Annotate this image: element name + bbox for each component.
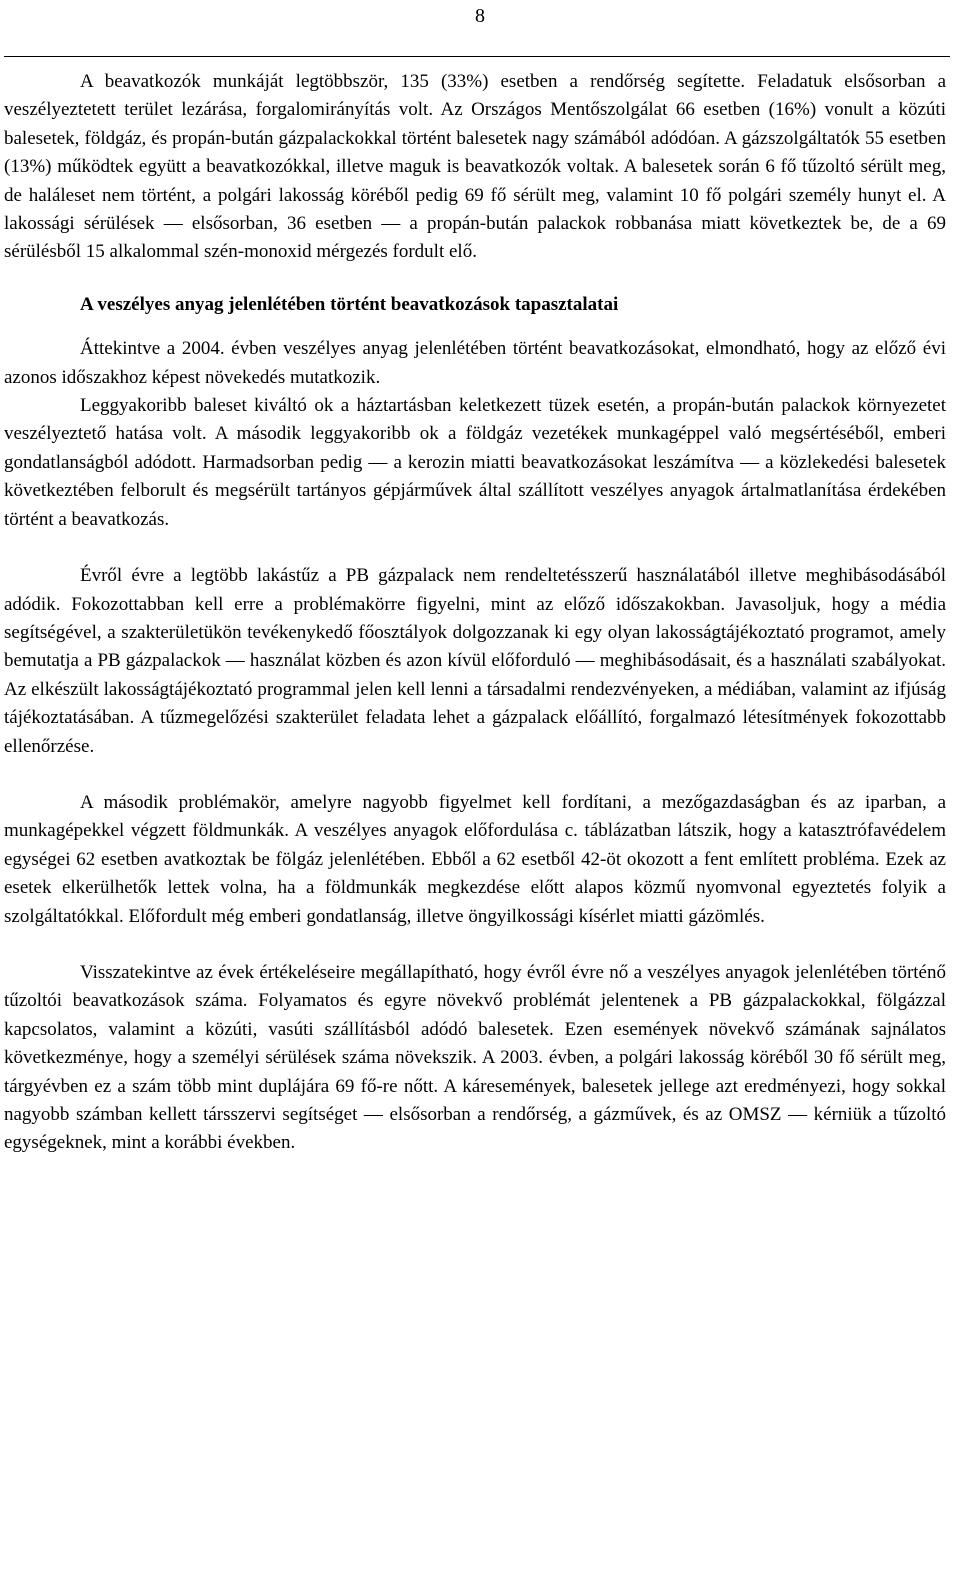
header-rule [4,56,950,57]
paragraph-assisting-agencies: A beavatkozók munkáját legtöbbször, 135 (33%) esetben a rendőrség segítette. Feladatuk elsősorban a veszélyeztetett terület lezárása, forgalomirányítás volt. Az Országos Mentőszolgálat 66 esetben (16%) vonult a közúti balesetek, földgáz, és propán-bután gázpalackokkal történt balesetek nagy számából adódóan. A gázszolgáltatók 55 esetben (13%) működtek együtt a beavatkozókkal, illetve maguk is beavatkozók voltak. A balesetek során 6 fő tűzoltó sérült meg, de haláleset nem történt, a polgári lakosság köréből pedig 69 fő sérült meg, valamint 10 fő polgári személy hunyt el. A lakossági sérülések — elsősorban, 36 esetben — a propán-bután palackok robbanása miatt következtek be, de a 69 sérülésből 15 alkalommal szén-monoxid mérgezés fordult elő. [4,71,946,263]
paragraph-overview-2004: Áttekintve a 2004. évben veszélyes anyag jelenlétében történt beavatkozásokat, elmondható, hogy az előző évi azonos időszakhoz képest növekedés mutatkozik. [4,338,946,388]
paragraph-earthworks: A második problémakör, amelyre nagyobb figyelmet kell fordítani, a mezőgazdaságban és az iparban, a munkagépekkel végzett földmunkák. A veszélyes anyagok előfordulása c. táblázatban látszik, hogy a katasztrófavédelem egységei 62 esetben avatkoztak be fölgáz jelenlétében. Ebből a 62 esetből 42-öt okozott a fent említett probléma. Ezek az esetek elkerülhetők lettek volna, ha a földmunkák megkezdése előtt alapos közmű nyomvonal egyeztetés folyik a szolgáltatókkal. Előfordult még emberi gondatlanság, illetve öngyilkossági kísérlet miatti gázömlés. [4,791,946,927]
section-heading: A veszélyes anyag jelenlétében történt beavatkozások tapasztalatai [80,293,619,315]
document-body [4,68,946,1158]
paragraph-retrospective: Visszatekintve az évek értékeléseire megállapítható, hogy évről évre nő a veszélyes anyagok jelenlétében történő tűzoltói beavatkozások száma. Folyamatos és egyre növekvő problémát jelentenek a PB gázpalackokkal, fölgázzal kapcsolatos, valamint a közúti, vasúti szállításból adódó balesetek. Ezen események növekvő számának sajnálatos következménye, hogy a személyi sérülések száma növekszik. A 2003. évben, a polgári lakosság köréből 30 fő sérült meg, tárgyévben ez a szám több mint duplájára 69 fő-re nőtt. A káresemények, balesetek jellege azt eredményezi, hogy sokkal nagyobb számban kellett társszervi segítséget — elsősorban a rendőrség, a gázművek, és az OMSZ — kérniük a tűzoltó egységeknek, mint a korábbi években. [4,961,946,1154]
page-number: 8 [475,5,485,27]
paragraph-pb-gas-cylinders: Évről évre a legtöbb lakástűz a PB gázpalack nem rendeltetésszerű használatából illetve meghibásodásából adódik. Fokozottabban kell erre a problémakörre figyelni, mint az előző időszakokban. Javasoljuk, hogy a média segítségével, a szakterületükön tevékenykedő főosztályok dolgozzanak ki egy olyan lakosságtájékoztató programot, amely bemutatja a PB gázpalackok — használat közben és azon kívül előforduló — meghibásodásait, és a használati szabályokat. Az elkészült lakosságtájékoztató programmal jelen kell lenni a társadalmi rendezvényeken, a médiában, valamint az ifjúság tájékoztatásában. A tűzmegelőzési szakterület feladata lehet a gázpalack előállító, forgalmazó létesítmények fokozottabb ellenőrzése. [4,565,946,757]
paragraph-common-causes: Leggyakoribb baleset kiváltó ok a háztartásban keletkezett tüzek esetén, a propán-bután palackok környezetet veszélyeztető hatása volt. A második leggyakoribb ok a földgáz vezetékek munkagéppel való megsértéséből, emberi gondatlanságból adódott. Harmadsorban pedig — a kerozin miatti beavatkozásokat leszámítva — a közlekedési balesetek következtében felborult és megsérült tartányos gépjárművek által szállított veszélyes anyagok ártalmatlanítása érdekében történt a beavatkozás. [4,395,946,530]
